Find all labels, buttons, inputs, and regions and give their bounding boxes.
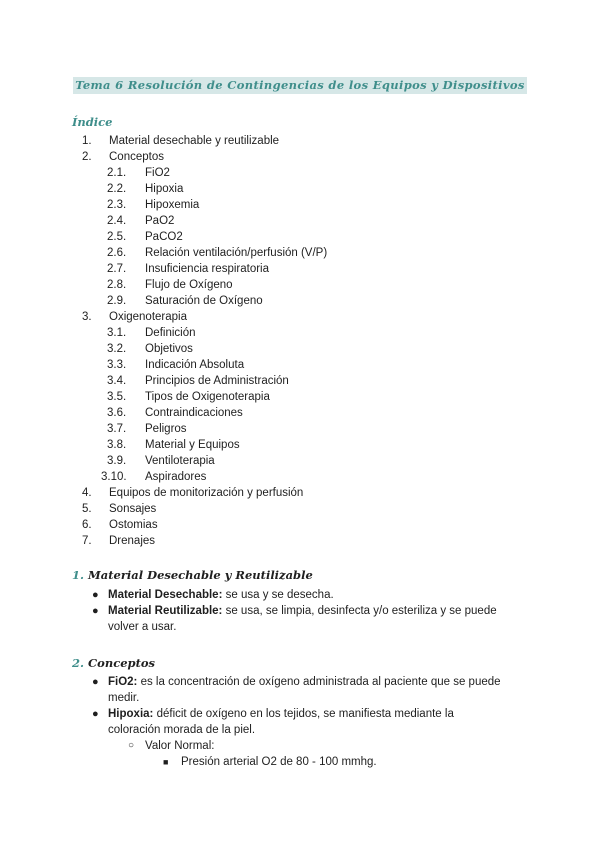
toc-number: 2.4. bbox=[107, 215, 127, 227]
definition: se usa, se limpia, desinfecta y/o esteriliza y se puede bbox=[225, 605, 497, 617]
term: Hipoxia: bbox=[108, 708, 154, 720]
toc-number: 2.7. bbox=[107, 263, 127, 275]
toc-label: Drenajes bbox=[109, 535, 156, 547]
term: Material Desechable: bbox=[108, 589, 223, 601]
circle-bullet-icon: ○ bbox=[128, 740, 135, 751]
table-of-contents bbox=[0, 133, 600, 549]
toc-number: 2.5. bbox=[107, 231, 127, 243]
toc-number: 3.8. bbox=[107, 439, 127, 451]
toc-label: Flujo de Oxígeno bbox=[145, 279, 233, 291]
toc-number: 3.5. bbox=[107, 391, 127, 403]
toc-number: 3.10. bbox=[101, 471, 127, 483]
toc-item bbox=[0, 453, 600, 469]
toc-item bbox=[0, 517, 600, 533]
toc-label: Insuficiencia respiratoria bbox=[145, 263, 270, 275]
toc-item bbox=[0, 293, 600, 309]
term: FiO2: bbox=[108, 676, 138, 688]
toc-number: 6. bbox=[82, 519, 92, 531]
toc-item bbox=[0, 277, 600, 293]
sub-list-item: Valor Normal: bbox=[145, 740, 215, 752]
toc-item bbox=[0, 245, 600, 261]
toc-number: 1. bbox=[82, 135, 92, 147]
toc-label: PaO2 bbox=[145, 215, 175, 227]
section-1-number: 1. bbox=[72, 568, 85, 582]
toc-number: 3.2. bbox=[107, 343, 127, 355]
toc-item bbox=[0, 373, 600, 389]
toc-number: 5. bbox=[82, 503, 92, 515]
toc-number: 2.2. bbox=[107, 183, 127, 195]
toc-label: Material desechable y reutilizable bbox=[109, 135, 280, 147]
list-item bbox=[108, 603, 497, 619]
section-2-heading bbox=[72, 656, 155, 670]
toc-label: Definición bbox=[145, 327, 196, 339]
definition-continued: coloración morada de la piel. bbox=[108, 724, 256, 736]
toc-label: Material y Equipos bbox=[145, 439, 240, 451]
definition: es la concentración de oxígeno administrada al paciente que se puede bbox=[140, 676, 501, 688]
list-item bbox=[108, 706, 454, 722]
toc-number: 4. bbox=[82, 487, 92, 499]
toc-number: 3.3. bbox=[107, 359, 127, 371]
toc-label: PaCO2 bbox=[145, 231, 183, 243]
toc-number: 2.1. bbox=[107, 167, 127, 179]
toc-label: Sonsajes bbox=[109, 503, 157, 515]
toc-item bbox=[0, 357, 600, 373]
toc-item bbox=[0, 533, 600, 549]
list-item bbox=[108, 587, 334, 603]
toc-label: Contraindicaciones bbox=[145, 407, 243, 419]
toc-item bbox=[0, 229, 600, 245]
definition-continued: medir. bbox=[108, 692, 140, 704]
toc-label: Peligros bbox=[145, 423, 187, 435]
toc-item bbox=[0, 309, 600, 325]
bullet-icon: ● bbox=[92, 605, 99, 617]
toc-label: Indicación Absoluta bbox=[145, 359, 245, 371]
definition: déficit de oxígeno en los tejidos, se manifiesta mediante la bbox=[156, 708, 454, 720]
toc-item bbox=[0, 405, 600, 421]
definition-continued: volver a usar. bbox=[108, 621, 177, 633]
toc-item bbox=[0, 165, 600, 181]
toc-label: Relación ventilación/perfusión (V/P) bbox=[145, 247, 328, 259]
section-1-heading bbox=[72, 568, 313, 582]
toc-item bbox=[0, 181, 600, 197]
toc-item bbox=[0, 341, 600, 357]
toc-item bbox=[0, 197, 600, 213]
toc-number: 3.6. bbox=[107, 407, 127, 419]
toc-label: Objetivos bbox=[145, 343, 193, 355]
section-2-number: 2. bbox=[72, 656, 85, 670]
bullet-icon: ● bbox=[92, 708, 99, 720]
toc-label: FiO2 bbox=[145, 167, 170, 179]
toc-label: Aspiradores bbox=[145, 471, 207, 483]
toc-item bbox=[0, 501, 600, 517]
toc-label: Equipos de monitorización y perfusión bbox=[109, 487, 304, 499]
toc-number: 2.8. bbox=[107, 279, 127, 291]
term: Material Reutilizable: bbox=[108, 605, 223, 617]
toc-label: Saturación de Oxígeno bbox=[145, 295, 263, 307]
toc-label: Oxigenoterapia bbox=[109, 311, 187, 323]
toc-item bbox=[0, 421, 600, 437]
toc-number: 2.3. bbox=[107, 199, 127, 211]
toc-item bbox=[0, 149, 600, 165]
toc-number: 3. bbox=[82, 311, 92, 323]
toc-number: 7. bbox=[82, 535, 92, 547]
toc-label: Ostomias bbox=[109, 519, 158, 531]
list-item bbox=[108, 674, 501, 690]
toc-number: 3.4. bbox=[107, 375, 127, 387]
toc-number: 3.9. bbox=[107, 455, 127, 467]
toc-label: Hipoxemia bbox=[145, 199, 200, 211]
toc-item bbox=[0, 213, 600, 229]
square-bullet-icon: ■ bbox=[163, 757, 169, 767]
index-heading: Índice bbox=[72, 115, 113, 129]
toc-number: 3.1. bbox=[107, 327, 127, 339]
toc-item bbox=[0, 485, 600, 501]
toc-item bbox=[0, 325, 600, 341]
toc-label: Conceptos bbox=[109, 151, 164, 163]
bullet-icon: ● bbox=[92, 676, 99, 688]
bullet-icon: ● bbox=[92, 589, 99, 601]
toc-item bbox=[0, 437, 600, 453]
section-2-title: Conceptos bbox=[88, 656, 156, 670]
toc-item bbox=[0, 133, 600, 149]
toc-number: 2.6. bbox=[107, 247, 127, 259]
toc-label: Ventiloterapia bbox=[145, 455, 215, 467]
toc-item bbox=[0, 469, 600, 485]
document-title: Tema 6 Resolución de Contingencias de los Equipos y Dispositivos bbox=[75, 78, 525, 92]
toc-number: 2. bbox=[82, 151, 92, 163]
toc-label: Principios de Administración bbox=[145, 375, 289, 387]
toc-label: Hipoxia bbox=[145, 183, 184, 195]
toc-label: Tipos de Oxigenoterapia bbox=[145, 391, 270, 403]
section-1-title: Material Desechable y Reutilizable bbox=[88, 568, 313, 582]
toc-item bbox=[0, 261, 600, 277]
definition: se usa y se desecha. bbox=[225, 589, 334, 601]
toc-item bbox=[0, 389, 600, 405]
toc-number: 2.9. bbox=[107, 295, 127, 307]
toc-number: 3.7. bbox=[107, 423, 127, 435]
title-wrap bbox=[0, 76, 600, 94]
sub-sub-list-item: Presión arterial O2 de 80 - 100 mmhg. bbox=[181, 756, 377, 768]
